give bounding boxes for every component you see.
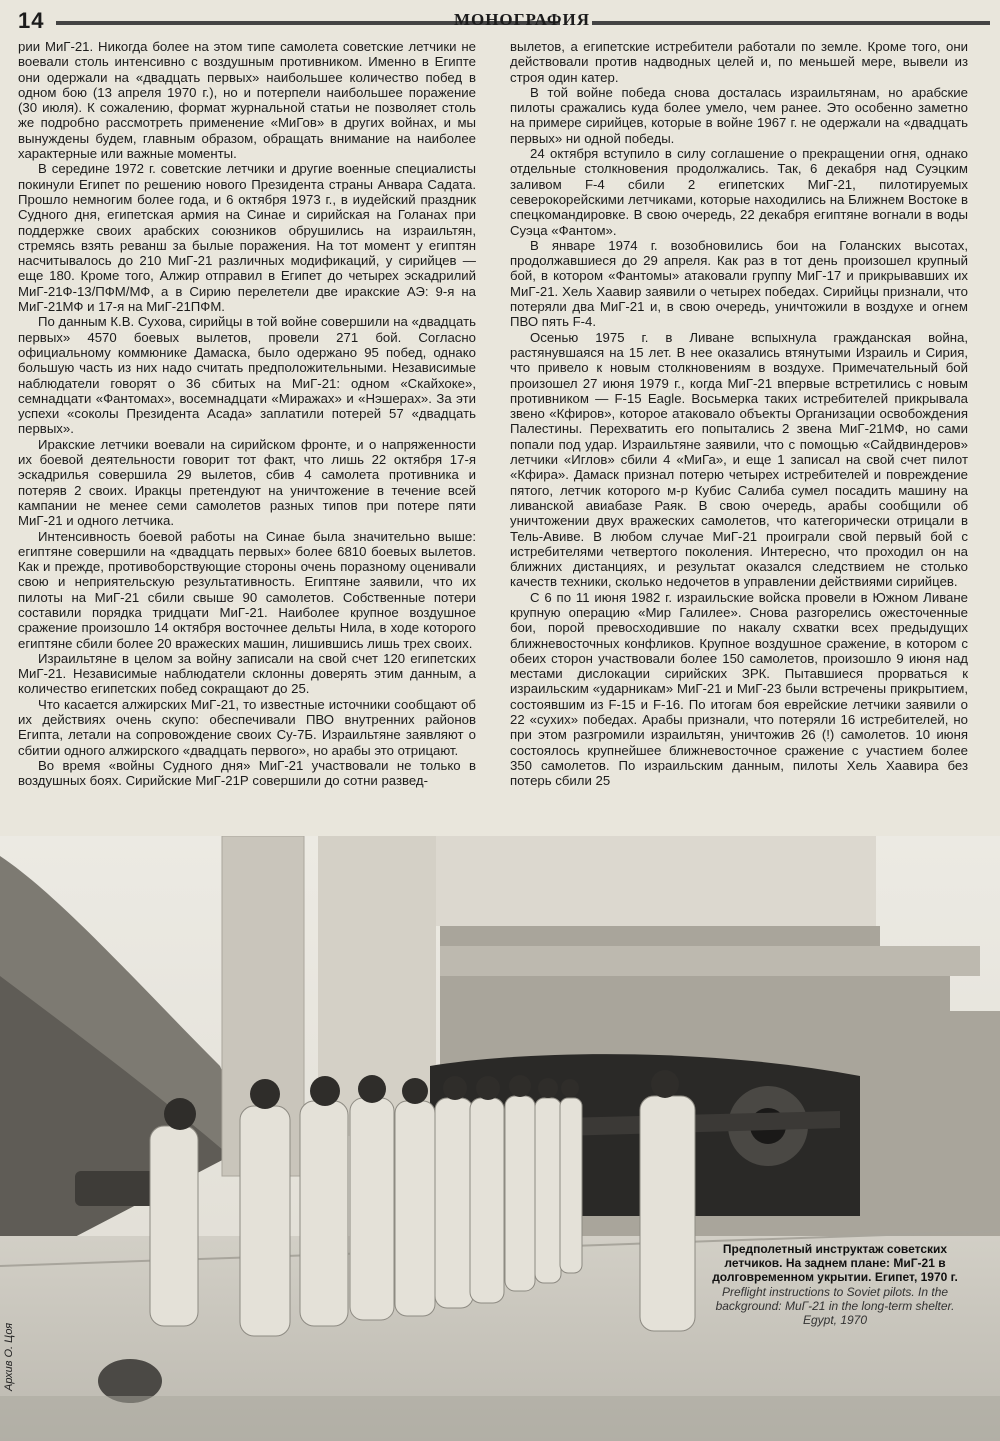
caption-english: Preflight instructions to Soviet pilots. In the background: МиГ-21 in the long-term shelter. Egypt, 1970	[715, 1285, 955, 1327]
paragraph: В той войне победа снова досталась израильтянам, но арабские пилоты сражались куда более умело, чем ранее. Это особенно заметно на примере сирийцев, которые в войне 1967 г. не одержали на «двадцать первых» ни одной победы.	[510, 84, 968, 146]
paragraph: В середине 1972 г. советские летчики и другие военные специалисты покинули Египет по решению нового Президента страны Анвара Садата. Прошло немногим более года, и 6 октября 1973 г., в иудейский праздник Судного дня, египетская армия на Синае и сирийская на Голанах при поддержке своих арабских союзников обрушились на израильтян, стремясь взять реванш за былые поражения. На тот момент у египтян насчитывалось до 210 МиГ-21 различных модификаций, у сирийцев — еще 180. Кроме того, Алжир отправил в Египет до четырех эскадрилий МиГ-21Ф-13/ПФМ/МФ, а в Сирию перелетели две иракские АЭ: 9-я на МиГ-21МФ и 17-я на МиГ-21ПФМ.	[18, 161, 476, 315]
paragraph: вылетов, а египетские истребители работали по земле. Кроме того, они действовали против надводных целей и, по меньшей мере, вывели из строя один катер.	[510, 39, 968, 85]
photo-caption	[705, 1242, 965, 1327]
left-column	[18, 39, 476, 839]
paragraph: Что касается алжирских МиГ-21, то известные источники сообщают об их действиях очень скупо: обеспечивали ПВО внутренних районов Египта, летали на сопровождение своих Су-7Б. Израильтяне заявляют о сбитии одного алжирского «двадцать первого», но арабы это отрицают.	[18, 696, 476, 758]
paragraph: В январе 1974 г. возобновились бои на Голанских высотах, продолжавшиеся до 29 апреля. Как раз в тот день произошел крупный бой, в котором «Фантомы» атаковали группу МиГ-17 и прикрывавших их МиГ-21. Хель Хаавир заявили о четырех победах. Сирийцы признали, что потеряли два МиГ-21 и, в свою очередь, уничтожили в воздухе и огнем ПВО пять F-4.	[510, 237, 968, 330]
paragraph: По данным К.В. Сухова, сирийцы в той войне совершили на «двадцать первых» 4570 боевых вылетов, провели 271 бой. Согласно официальному коммюнике Дамаска, было одержано 95 побед, однако большую часть из них надо считать предположительными. Независимые наблюдатели говорят о 36 сбитых на МиГ-21: одном «Скайхоке», семнадцати «Фантомах», восемнадцати «Миражах» и «Нэшерах». За эти успехи «соколы Президента Асада» заплатили потерей 57 «двадцать первых».	[18, 314, 476, 437]
paragraph: Иракские летчики воевали на сирийском фронте, и о напряженности их боевой деятельности говорит тот факт, что лишь 22 октября 17-я эскадрилья совершила 29 вылетов, сбив 4 самолета противника и потеряв 2 своих. Иракцы претендуют на уничтожение в течение всей кампании не менее семи самолетов разных типов при потере пяти МиГ-21 и одного летчика.	[18, 436, 476, 529]
paragraph: Во время «войны Судного дня» МиГ-21 участвовали не только в воздушных боях. Сирийские МиГ-21Р совершили до сотни развед-	[18, 757, 476, 789]
article-body	[18, 39, 968, 839]
paragraph: Израильтяне в целом за войну записали на свой счет 120 египетских МиГ-21. Независимые наблюдатели склонны доверять этим данным, а количество египетских побед сокращают до 25.	[18, 650, 476, 697]
right-column	[510, 39, 968, 839]
paragraph: Осенью 1975 г. в Ливане вспыхнула гражданская война, растянувшаяся на 15 лет. В нее оказались втянутыми Израиль и Сирия, что привело к новым столкновениям в воздухе. Примечательный бой произошел 27 июня 1979 г., когда МиГ-21 впервые встретились с новым противником — F-15 Eagle. Восьмерка таких истребителей прикрывала звено «Кфиров», которое атаковало объекты Организации освобождения Палестины. Перехватить его попытались 2 звена МиГ-21МФ, но сами попали под удар. Израильтяне заявили, что с помощью «Сайдвиндеров» летчики «Иглов» сбили 4 «МиГа», и еще 1 записал на свой счет пилот «Кфира». Дамаск признал потерю четырех истребителей и повреждение пятого, летчик которого м-р Кубис Салиба сумел посадить машину на ливанской авиабазе Раяк. В свою очередь, арабы сообщили об уничтожении двух вражеских самолетов, что категорически отрицали в Тель-Авиве. В любом случае МиГ-21 проиграли свой первый бой с истребителями четвертого поколения. Интересно, что проходил он на ближних дистанциях, и результат оказался следствием не столько качеств техники, сколько недочетов в управлении действиями сирийцев.	[510, 329, 968, 590]
page-header	[14, 8, 970, 34]
photo-credit: Архив О. Цоя	[3, 1322, 15, 1391]
photo-illustration	[0, 836, 1000, 1441]
header-rule-right	[592, 21, 990, 25]
section-title: МОНОГРАФИЯ	[453, 10, 590, 29]
archive-photo	[0, 836, 1000, 1441]
page-number: 14	[18, 8, 45, 33]
paragraph: рии МиГ-21. Никогда более на этом типе самолета советские летчики не воевали столь интенсивно с воздушным противником. Именно в Египте они одержали на «двадцать первых» наибольшее количество побед в одном бою (13 апреля 1970 г.), но и потерпели наибольшее поражение (30 июля). К сожалению, формат журнальной статьи не позволяет столь же подробно рассмотреть применение «МиГов» в других войнах, и мы вынуждены будем, главным образом, обращать внимание на наиболее характерные или важные моменты.	[18, 39, 476, 162]
paragraph: 24 октября вступило в силу соглашение о прекращении огня, однако отдельные столкновения продолжались. Так, 6 декабря над Суэцким заливом F-4 сбили 2 египетских МиГ-21, пилотируемых северокорейскими летчиками, которые находились на Ближнем Востоке в спецкомандировке. В свою очередь, 22 декабря египтяне вогнали в воды Суэца «Фантом».	[510, 146, 968, 238]
paragraph: С 6 по 11 июня 1982 г. израильские войска провели в Южном Ливане крупную операцию «Мир Галилее». Снова разгорелись ожесточенные бои, порой превосходившие по накалу схватки всех предыдущих ближневосточных конфликов. Крупное воздушное сражение, в котором с обеих сторон участвовали более 150 самолетов, произошло 9 июня над местами дислокации сирийских ЗРК. Пытавшиеся прорваться к израильским «ударникам» МиГ-21 и МиГ-23 были встречены прикрытием, состоявшим из F-15 и F-16. По итогам боя еврейские летчики заявили о 22 «сухих» победах. Арабы признали, что потеряли 16 истребителей, но при этом разгромили израильтян, уничтожив 26 (!) самолетов. 10 июня состоялось крупнейшее ближневосточное сражение с участием более 350 самолетов. По израильским данным, пилоты Хель Хаавира без потерь сбили 25	[510, 589, 968, 789]
paragraph: Интенсивность боевой работы на Синае была значительно выше: египтяне совершили на «двадцать первых» более 6810 боевых вылетов. Как и прежде, противоборствующие стороны очень поразному оценивали свою и неприятельскую результативность. Египтяне заявили, что их пилоты на МиГ-21 сбили свыше 90 самолетов. Собственные потери составили порядка тридцати МиГ-21. Наиболее крупное воздушное сражение произошло 14 октября восточнее дельты Нила, в ходе которого египтяне сбили более 20 вражеских машин, лишившись лишь трех своих.	[18, 528, 476, 651]
caption-russian: Предполетный инструктаж советских летчиков. На заднем плане: МиГ-21 в долговременном укрытии. Египет, 1970 г.	[712, 1242, 958, 1284]
